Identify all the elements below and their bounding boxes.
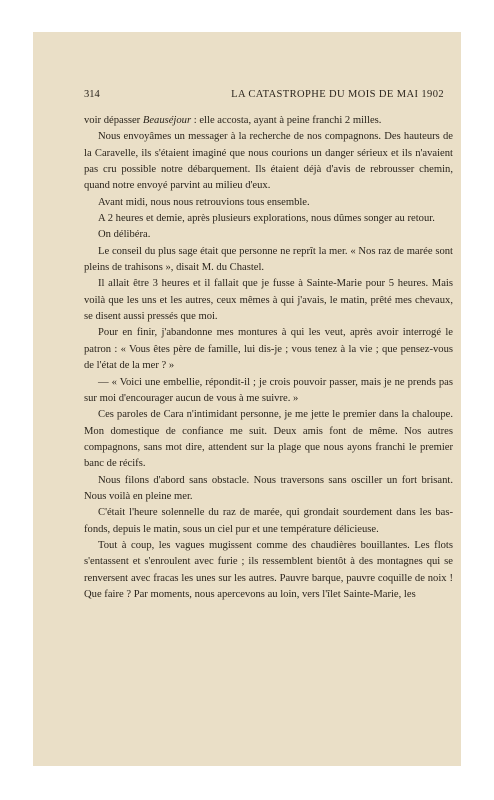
paragraph — [84, 244, 453, 277]
paragraph — [84, 211, 453, 227]
paragraph — [84, 375, 453, 408]
running-header — [84, 89, 444, 103]
paragraph-text: Avant midi, nous nous retrouvions tous ensemble. — [98, 196, 310, 208]
paragraph-text: A 2 heures et demie, après plusieurs explorations, nous dûmes songer au retour. — [98, 213, 435, 225]
paragraph — [84, 538, 453, 603]
paragraph-text: : elle accosta, ayant à peine franchi 2 milles. — [191, 115, 382, 126]
paragraph-text: On délibéra. — [98, 229, 151, 241]
italic-text: Beauséjour — [142, 115, 192, 126]
paragraph-text: Nous envoyâmes un messager à la recherche de nos compagnons. Des hauteurs de la Caravelle, ils s'étaient imaginé que nous courions un danger sérieux et ils n'avaient pas cru possible notre débarquement. Ils étaient déjà d'avis de rebrousser chemin, quand notre envoyé parvint au milieu d'eux. — [84, 131, 453, 192]
paragraph — [84, 276, 453, 325]
page-number: 314 — [84, 89, 100, 100]
paragraph — [84, 473, 453, 506]
scanned-page — [33, 32, 461, 766]
paragraph — [84, 195, 453, 211]
body-text — [84, 113, 453, 603]
paragraph-text: Tout à coup, les vagues mugissent comme des chaudières bouillantes. Les flots s'entassent et s'enroulent avec furie ; ils ressemblent bientôt à des montagnes qui se renversent avec fracas les unes sur les autres. Pauvre barque, pauvre coquille de noix ! Que faire ? Par moments, nous apercevons au loin, vers l'îlet Sainte-Marie, les — [84, 539, 453, 600]
paragraph-text: Pour en finir, j'abandonne mes montures à qui les veut, après avoir interrogé le patron : « Vous êtes père de famille, lui dis-je ; vous tenez à la vie ; que pensez-vous de l'état de la mer ? » — [84, 327, 453, 372]
paragraph-text: — « Voici une embellie, répondit-il ; je crois pouvoir passer, mais je ne prends pas sur moi d'encourager aucun de vous à me suivre. » — [84, 376, 453, 404]
paragraph-text: Nous filons d'abord sans obstacle. Nous traversons sans osciller un fort brisant. Nous voilà en pleine mer. — [84, 474, 453, 502]
paragraph — [84, 113, 453, 129]
paragraph — [84, 325, 453, 374]
paragraph-text: Le conseil du plus sage était que personne ne reprît la mer. « Nos raz de marée sont pleins de trahisons », disait M. du Chastel. — [84, 245, 453, 274]
paragraph — [84, 129, 453, 194]
paragraph-text: voir dépasser — [84, 115, 143, 126]
paragraph-text: C'était l'heure solennelle du raz de marée, qui grondait sourdement dans les bas-fonds, depuis le matin, sous un ciel pur et une température délicieuse. — [84, 507, 453, 535]
running-title: LA CATASTROPHE DU MOIS DE MAI 1902 — [231, 89, 444, 100]
paragraph-text: Il allait être 3 heures et il fallait que je fusse à Sainte-Marie pour 5 heures. Mais voilà que les uns et les autres, ceux mêmes à qui j'avais, le matin, prêté mes chevaux, se disent aussi pressés que moi. — [84, 278, 453, 323]
paragraph-text: Ces paroles de Cara n'intimidant personne, je me jette le premier dans la chaloupe. Mon domestique de confiance me suit. Deux amis font de même. Nos autres compagnons, sans mot dire, attendent sur la plage que nous ayons franchi le premier banc de récifs. — [84, 409, 453, 470]
paragraph — [84, 227, 453, 243]
paragraph — [84, 505, 453, 538]
paragraph — [84, 407, 453, 472]
